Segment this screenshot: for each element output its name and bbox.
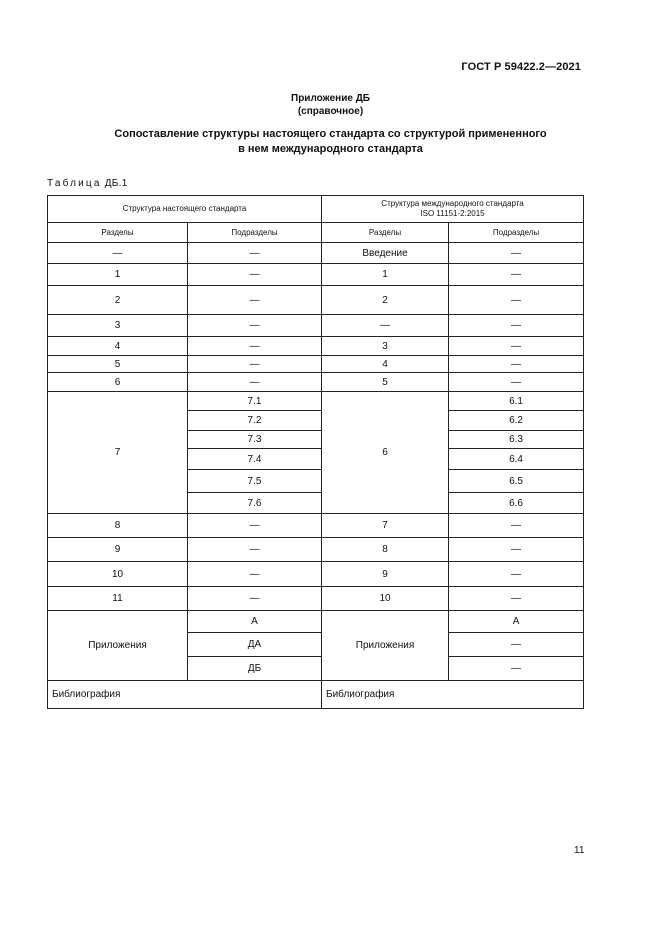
table-row bbox=[48, 587, 584, 611]
cell-subsection: — bbox=[188, 286, 322, 315]
cell-intl-subsection: — bbox=[449, 562, 584, 587]
cell-intl-bibliography: Библиография bbox=[322, 681, 584, 709]
cell-subsection: 7.6 bbox=[188, 493, 322, 514]
table-row bbox=[48, 392, 584, 411]
cell-intl-subsection: — bbox=[449, 587, 584, 611]
cell-subsection: 7.2 bbox=[188, 411, 322, 431]
cell-intl-subsection: — bbox=[449, 337, 584, 356]
cell-section: 1 bbox=[48, 264, 188, 286]
cell-intl-subsection: 6.4 bbox=[449, 449, 584, 470]
header-intl-subsections: Подразделы bbox=[449, 223, 584, 243]
cell-section: — bbox=[48, 243, 188, 264]
cell-intl-section: 10 bbox=[322, 587, 449, 611]
cell-subsection: — bbox=[188, 243, 322, 264]
cell-section: 6 bbox=[48, 373, 188, 392]
title-line-1: Сопоставление структуры настоящего стандарта со структурой примененного bbox=[114, 128, 547, 140]
table-column-header-row bbox=[48, 223, 584, 243]
table-row bbox=[48, 243, 584, 264]
cell-subsection: 7.1 bbox=[188, 392, 322, 411]
cell-intl-section: Введение bbox=[322, 243, 449, 264]
cell-subsection: — bbox=[188, 538, 322, 562]
header-intl-sections: Разделы bbox=[322, 223, 449, 243]
cell-intl-subsection: — bbox=[449, 286, 584, 315]
cell-subsection: — bbox=[188, 373, 322, 392]
cell-intl-section: 9 bbox=[322, 562, 449, 587]
table-row bbox=[48, 315, 584, 337]
cell-intl-section-6: 6 bbox=[322, 392, 449, 514]
cell-intl-annex-sub: А bbox=[449, 611, 584, 633]
cell-intl-subsection: 6.1 bbox=[449, 392, 584, 411]
cell-section: 2 bbox=[48, 286, 188, 315]
cell-intl-subsection: — bbox=[449, 315, 584, 337]
cell-intl-section: 8 bbox=[322, 538, 449, 562]
header-international-structure bbox=[322, 196, 584, 223]
header-sections: Разделы bbox=[48, 223, 188, 243]
cell-subsection: 7.5 bbox=[188, 470, 322, 493]
table-group-header-row bbox=[48, 196, 584, 223]
cell-intl-subsection: — bbox=[449, 243, 584, 264]
cell-intl-annex-sub: — bbox=[449, 633, 584, 657]
cell-annexes: Приложения bbox=[48, 611, 188, 681]
cell-intl-section: — bbox=[322, 315, 449, 337]
cell-section: 5 bbox=[48, 356, 188, 373]
appendix-name: Приложение ДБ bbox=[291, 93, 370, 104]
cell-annex-sub: А bbox=[188, 611, 322, 633]
cell-subsection: — bbox=[188, 315, 322, 337]
table-row bbox=[48, 286, 584, 315]
table-caption-prefix: Таблица bbox=[47, 178, 102, 189]
cell-intl-section: 5 bbox=[322, 373, 449, 392]
cell-intl-section: 7 bbox=[322, 514, 449, 538]
cell-intl-subsection: 6.3 bbox=[449, 431, 584, 449]
cell-subsection: 7.3 bbox=[188, 431, 322, 449]
table-row bbox=[48, 373, 584, 392]
table-row bbox=[48, 356, 584, 373]
cell-subsection: — bbox=[188, 264, 322, 286]
title-line-2: в нем международного стандарта bbox=[238, 143, 423, 155]
appendix-heading bbox=[0, 92, 661, 118]
cell-intl-subsection: — bbox=[449, 356, 584, 373]
cell-section-7: 7 bbox=[48, 392, 188, 514]
cell-intl-subsection: — bbox=[449, 264, 584, 286]
cell-section: 11 bbox=[48, 587, 188, 611]
comparison-table bbox=[47, 195, 584, 709]
table-caption-id: ДБ.1 bbox=[104, 178, 128, 189]
table-row-bibliography bbox=[48, 681, 584, 709]
cell-intl-section: 2 bbox=[322, 286, 449, 315]
cell-intl-subsection: — bbox=[449, 373, 584, 392]
cell-intl-subsection: 6.2 bbox=[449, 411, 584, 431]
cell-intl-subsection: — bbox=[449, 538, 584, 562]
cell-intl-subsection: 6.5 bbox=[449, 470, 584, 493]
cell-section: 4 bbox=[48, 337, 188, 356]
document-code: ГОСТ Р 59422.2—2021 bbox=[461, 61, 581, 73]
cell-subsection: 7.4 bbox=[188, 449, 322, 470]
page-number: 11 bbox=[574, 845, 585, 856]
header-subsections: Подразделы bbox=[188, 223, 322, 243]
cell-subsection: — bbox=[188, 337, 322, 356]
table-caption bbox=[47, 178, 128, 189]
page-title bbox=[60, 127, 601, 157]
cell-subsection: — bbox=[188, 587, 322, 611]
cell-section: 9 bbox=[48, 538, 188, 562]
appendix-status: (справочное) bbox=[297, 106, 364, 117]
cell-bibliography: Библиография bbox=[48, 681, 322, 709]
table-row bbox=[48, 514, 584, 538]
header-international-title: Структура международного стандарта bbox=[381, 199, 524, 208]
cell-intl-annex-sub: — bbox=[449, 657, 584, 681]
cell-intl-subsection: — bbox=[449, 514, 584, 538]
cell-section: 10 bbox=[48, 562, 188, 587]
cell-section: 8 bbox=[48, 514, 188, 538]
cell-subsection: — bbox=[188, 514, 322, 538]
cell-intl-section: 1 bbox=[322, 264, 449, 286]
cell-intl-subsection: 6.6 bbox=[449, 493, 584, 514]
table-row bbox=[48, 538, 584, 562]
header-international-standard: ISO 11151-2:2015 bbox=[420, 209, 485, 218]
cell-annex-sub: ДБ bbox=[188, 657, 322, 681]
cell-subsection: — bbox=[188, 562, 322, 587]
cell-annex-sub: ДА bbox=[188, 633, 322, 657]
header-national-structure: Структура настоящего стандарта bbox=[48, 196, 322, 223]
table-row bbox=[48, 337, 584, 356]
cell-section: 3 bbox=[48, 315, 188, 337]
cell-intl-section: 4 bbox=[322, 356, 449, 373]
table-row bbox=[48, 562, 584, 587]
cell-intl-annexes: Приложения bbox=[322, 611, 449, 681]
cell-intl-section: 3 bbox=[322, 337, 449, 356]
table-row bbox=[48, 264, 584, 286]
cell-subsection: — bbox=[188, 356, 322, 373]
table-row bbox=[48, 611, 584, 633]
